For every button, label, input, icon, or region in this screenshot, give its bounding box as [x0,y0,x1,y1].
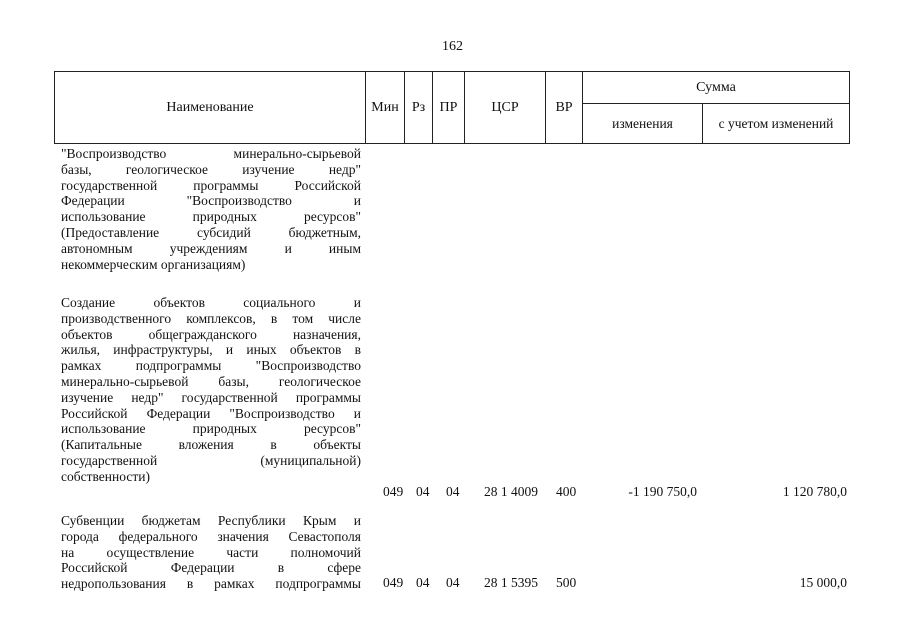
cell-min: 049 [383,484,404,499]
row-line: Субвенции бюджетам Республики Крым и [61,513,361,528]
row-line: изучение недр" государственной программы [61,389,361,405]
header-rz: Рз [411,99,426,115]
cell-pr: 04 [446,575,460,590]
table-header [54,71,850,144]
row-line: собственности) [61,468,150,484]
header-name: Наименование [166,99,254,115]
row-line: на осуществление части полномочий [61,544,361,560]
row-line: Российской Федерации в сфере [61,560,361,576]
row-line: жилья, инфраструктуры, и иных объектов в [61,342,361,358]
cell-total: 1 120 780,0 [782,484,847,499]
row-line: рамках подпрограммы "Воспроизводство [61,358,361,374]
cell-min: 049 [383,575,404,590]
row-line: государственной программы Российской [61,177,361,193]
row-line: производственного комплексов, в том числе [61,310,361,326]
cell-pr: 04 [446,484,460,499]
row-line: некоммерческим организациям) [61,256,246,272]
row-line: города федерального значения Севастополя [61,528,361,544]
row-line: (Капитальные вложения в объекты [61,437,361,453]
header-min: Мин [371,99,399,115]
header-vr: ВР [555,99,573,115]
row-line: минерально-сырьевой базы, геологическое [61,373,361,389]
header-sum: Сумма [696,79,736,95]
header-pr: ПР [439,99,458,115]
cell-csr: 28 1 4009 [484,484,538,499]
row-line: Федерации "Воспроизводство и [61,193,361,209]
cell-vr: 500 [556,575,577,590]
row-name [61,146,361,272]
row-line: Создание объектов социального и [61,295,361,310]
header-changes: изменения [612,116,673,131]
page-number: 162 [442,39,463,54]
cell-vr: 400 [556,484,577,499]
cell-change: -1 190 750,0 [628,484,697,499]
cell-rz: 04 [416,575,430,590]
row-line: Российской Федерации "Воспроизводство и [61,405,361,421]
row-line: объектов общегражданского назначения, [61,326,361,342]
row-line: государственной (муниципальной) [61,452,361,468]
row-name [61,295,361,485]
row-line: автономным учреждениям и иным [61,240,361,256]
row-line: "Воспроизводство минерально-сырьевой [61,146,361,161]
header-with-changes: с учетом изменений [718,116,834,131]
cell-csr: 28 1 5395 [484,575,538,590]
row-name [61,513,361,592]
row-line: недропользования в рамках подпрограммы [61,576,361,592]
row-line: базы, геологическое изучение недр" [61,161,361,177]
row-line: использование природных ресурсов" [61,421,361,437]
row-line: использование природных ресурсов" [61,209,361,225]
row-line: (Предоставление субсидий бюджетным, [61,224,361,240]
header-csr: ЦСР [491,99,519,115]
cell-rz: 04 [416,484,430,499]
cell-total: 15 000,0 [799,575,847,590]
